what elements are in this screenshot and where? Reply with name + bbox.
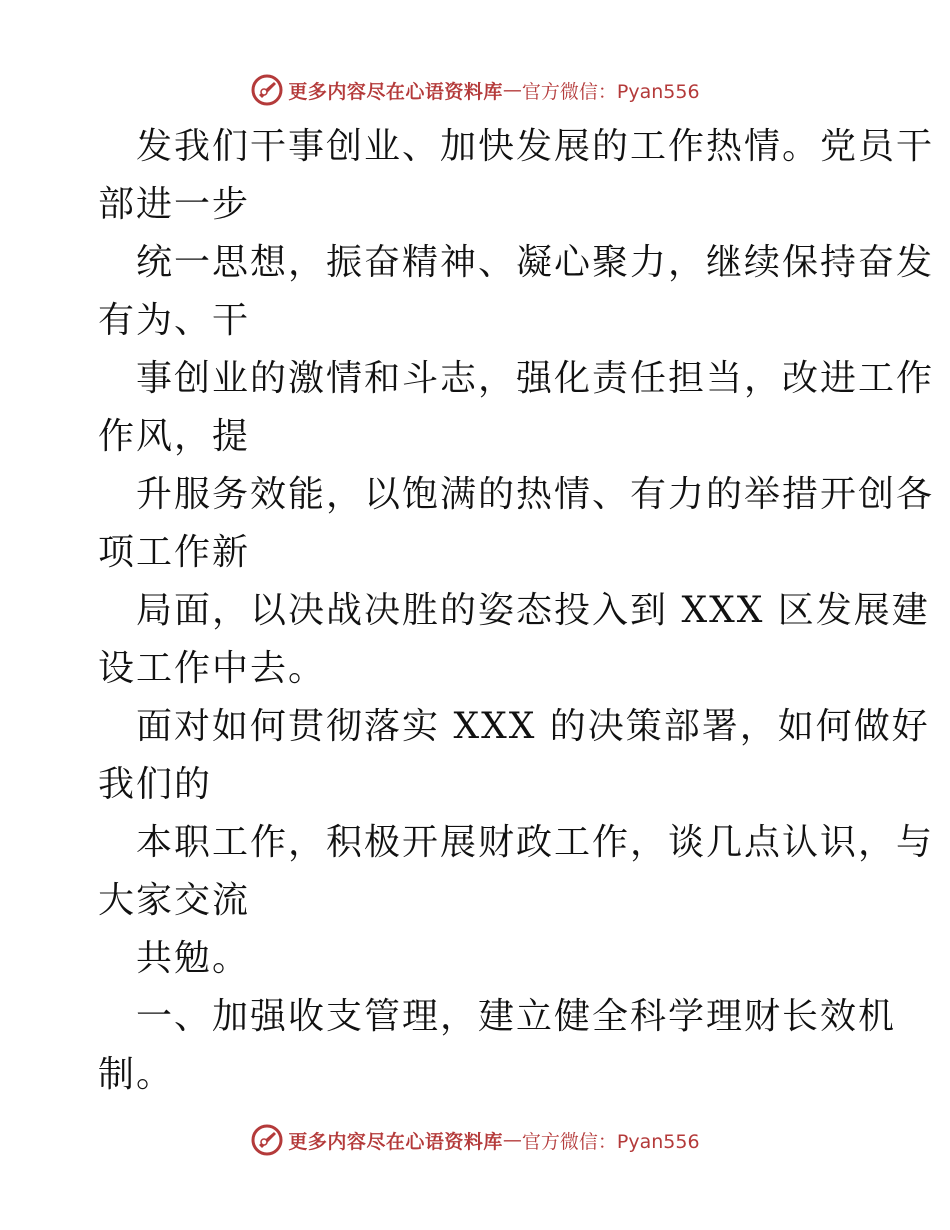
header-wechat-text: 官方微信：Pyan556 (521, 80, 700, 103)
body-line: 发我们干事创业、加快发展的工作热情。党员干 (136, 126, 935, 167)
body-line: 制。 (98, 1054, 175, 1095)
header-dash: — (502, 79, 522, 101)
body-line: 局面，以决战决胜的姿态投入到 XXX 区发展建 (136, 590, 930, 631)
body-line: 共勉。 (136, 938, 251, 979)
body-line: 作风，提 (98, 416, 251, 457)
body-line: 事创业的激情和斗志，强化责任担当，改进工作 (136, 358, 935, 399)
body-line: 有为、干 (98, 300, 251, 341)
body-line: 升服务效能，以饱满的热情、有力的举措开创各 (136, 474, 935, 515)
header-banner (0, 70, 950, 110)
brand-logo-icon (250, 1123, 284, 1157)
footer-site-text: 更多内容尽在心语资料库 (288, 1130, 503, 1153)
body-line: 设工作中去。 (98, 648, 327, 689)
body-line: 统一思想，振奋精神、凝心聚力，继续保持奋发 (136, 242, 935, 283)
body-line: 项工作新 (98, 532, 251, 573)
footer-banner (0, 1120, 950, 1160)
body-line: 我们的 (98, 764, 213, 805)
body-line: 本职工作，积极开展财政工作，谈几点认识，与 (136, 822, 935, 863)
body-line: 大家交流 (98, 880, 251, 921)
document-body (98, 118, 935, 1104)
body-line: 面对如何贯彻落实 XXX 的决策部署，如何做好 (136, 706, 930, 747)
footer-dash: — (502, 1129, 522, 1151)
body-line: 部进一步 (98, 184, 251, 225)
footer-wechat-text: 官方微信：Pyan556 (521, 1130, 700, 1153)
header-site-text: 更多内容尽在心语资料库 (288, 80, 503, 103)
brand-logo-icon (250, 73, 284, 107)
body-line: 一、加强收支管理，建立健全科学理财长效机 (136, 996, 897, 1037)
